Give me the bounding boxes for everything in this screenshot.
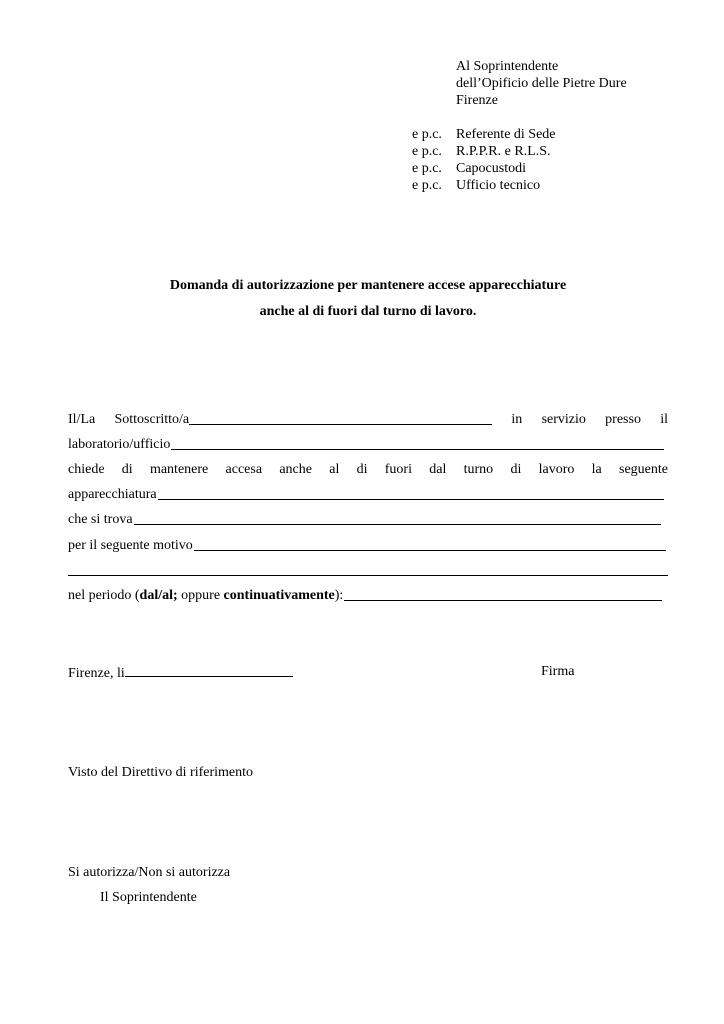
word: il [660, 412, 668, 427]
word: lavoro [538, 462, 575, 477]
period-label [68, 587, 343, 604]
word: di [510, 462, 522, 477]
word: in [511, 412, 523, 427]
word: Il/La [68, 412, 96, 427]
word: anche [279, 462, 312, 477]
period-text-a: nel periodo ( [68, 588, 140, 603]
place-date-label: Firenze, li [68, 666, 125, 681]
visto-label: Visto del Direttivo di riferimento [68, 765, 254, 780]
cc-recipient: Ufficio tecnico [456, 178, 541, 193]
cc-item [412, 160, 556, 177]
body-row-period [68, 587, 662, 604]
word: chiede [68, 462, 105, 477]
signature-label: Firma [541, 664, 575, 679]
word: turno [463, 462, 494, 477]
soprintendente-label: Il Soprintendente [100, 890, 197, 905]
name-field-group [114, 411, 492, 428]
body-row-name [68, 411, 668, 428]
equipment-label: apparecchiatura [68, 487, 157, 502]
document-title-line-1: Domanda di autorizzazione per mantenere accese apparecchiature [169, 278, 567, 293]
lab-label: laboratorio/ufficio [68, 437, 171, 452]
lab-blank[interactable] [171, 436, 664, 450]
period-text-c: oppure [177, 588, 224, 603]
authorize-label: Si autorizza/Non si autorizza [68, 865, 231, 880]
cc-item [412, 126, 556, 143]
period-text-d: continuativamente [223, 588, 335, 603]
cc-item [412, 177, 556, 194]
recipient-line-1: Al Soprintendente [456, 59, 559, 74]
body-row-lab [68, 436, 664, 453]
cc-recipient: Capocustodi [456, 161, 526, 176]
cc-list [412, 126, 556, 194]
period-blank[interactable] [344, 587, 662, 601]
place-date-row [68, 663, 293, 682]
word: seguente [619, 462, 668, 477]
word: Sottoscritto/a [114, 412, 190, 427]
cc-prefix: e p.c. [412, 127, 442, 142]
reason-blank[interactable] [194, 537, 666, 551]
word: mantenere [149, 462, 209, 477]
word: presso [605, 412, 641, 427]
word: accesa [225, 462, 263, 477]
reason-blank-continued[interactable] [68, 562, 668, 576]
body-row-reason-continued [68, 562, 668, 579]
reason-label: per il seguente motivo [68, 538, 193, 553]
period-text-e: ): [334, 588, 344, 603]
cc-recipient: R.P.P.R. e R.L.S. [456, 144, 551, 159]
equipment-blank[interactable] [158, 486, 664, 500]
word: di [356, 462, 368, 477]
cc-item [412, 143, 556, 160]
date-blank[interactable] [125, 663, 293, 677]
period-text-b: dal/al; [139, 588, 178, 603]
word: dal [429, 462, 447, 477]
location-label: che si trova [68, 512, 133, 527]
document-title-line-2: anche al di fuori dal turno di lavoro. [259, 304, 477, 319]
body-row-location [68, 511, 661, 528]
location-blank[interactable] [134, 511, 661, 525]
recipient-line-3: Firenze [456, 93, 498, 108]
recipient-address [456, 58, 627, 109]
cc-prefix: e p.c. [412, 161, 442, 176]
cc-prefix: e p.c. [412, 178, 442, 193]
body-row-equipment [68, 486, 664, 503]
word: fuori [384, 462, 412, 477]
cc-prefix: e p.c. [412, 144, 442, 159]
cc-recipient: Referente di Sede [456, 127, 556, 142]
name-blank[interactable] [189, 411, 492, 425]
word: di [121, 462, 133, 477]
body-row-request [68, 461, 668, 478]
word: al [329, 462, 340, 477]
body-row-reason [68, 537, 666, 554]
word: la [591, 462, 602, 477]
recipient-line-2: dell’Opificio delle Pietre Dure [456, 76, 627, 91]
word: servizio [541, 412, 586, 427]
